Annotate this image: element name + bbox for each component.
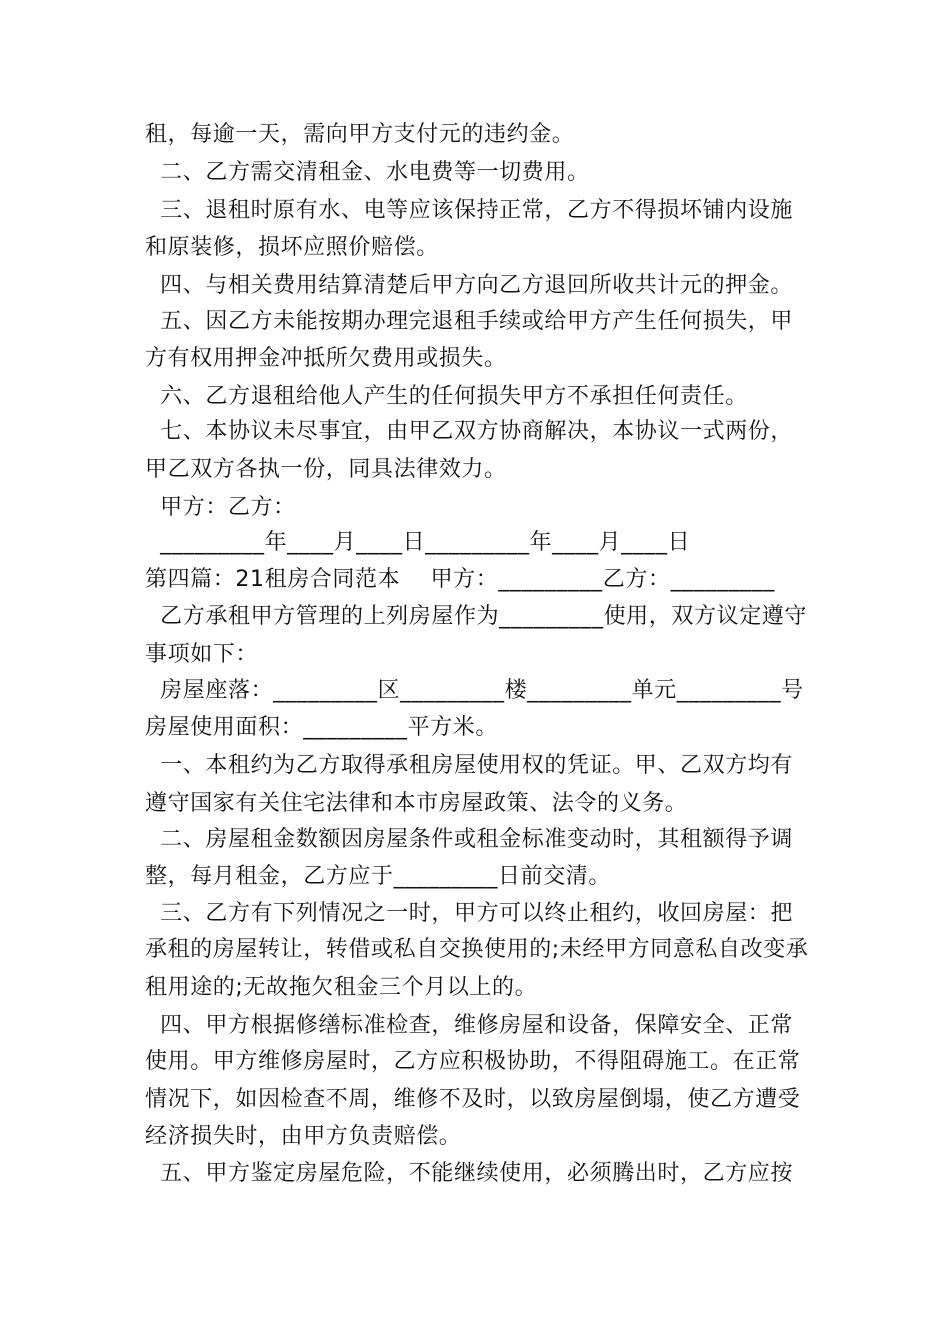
text-line: 二、乙方需交清租金、水电费等一切费用。: [145, 160, 590, 185]
text-line: 事项如下：: [145, 642, 259, 667]
text-line: 租用途的;无故拖欠租金三个月以上的。: [145, 975, 538, 1000]
text-line: 五、因乙方未能按期办理完退租手续或给甲方产生任何损失，甲: [145, 309, 793, 334]
text-line: 一、本租约为乙方取得承租房屋使用权的凭证。甲、乙双方均有: [145, 753, 793, 778]
text-line: 承租的房屋转让，转借或私自交换使用的;未经甲方同意私自改变承: [145, 937, 809, 962]
text-line: 甲方：乙方：: [145, 495, 296, 520]
text-line: 经济损失时，由甲方负责赔偿。: [145, 1124, 462, 1149]
text-line: 租，每逾一天，需向甲方支付元的违约金。: [145, 122, 575, 147]
text-line: 房屋使用面积：_________平方米。: [145, 715, 499, 740]
text-line: 五、甲方鉴定房屋危险，不能继续使用，必须腾出时，乙方应按: [145, 1161, 793, 1186]
text-line: 甲乙双方各执一份，同具法律效力。: [145, 457, 507, 482]
text-line: 遵守国家有关住宅法律和本市房屋政策、法令的义务。: [145, 791, 688, 816]
text-line: 四、甲方根据修缮标准检查，维修房屋和设备，保障安全、正常: [145, 1013, 793, 1038]
text-line: 三、退租时原有水、电等应该保持正常，乙方不得损坏铺内设施: [145, 198, 793, 223]
text-line: 二、房屋租金数额因房屋条件或租金标准变动时，其租额得予调: [145, 827, 793, 852]
text-line: 六、乙方退租给他人产生的任何损失甲方不承担任何责任。: [145, 384, 748, 409]
text-line: 四、与相关费用结算清楚后甲方向乙方退回所收共计元的押金。: [145, 273, 793, 298]
text-line: 使用。甲方维修房屋时，乙方应积极协助，不得阻碍施工。在正常: [145, 1049, 801, 1074]
text-line: _________年____月____日_________年____月____日: [145, 530, 691, 555]
text-line: 情况下，如因检查不周，维修不及时，以致房屋倒塌，使乙方遭受: [145, 1087, 801, 1112]
text-line: 七、本协议未尽事宜，由甲乙双方协商解决，本协议一式两份，: [145, 419, 793, 444]
text-line: 乙方承租甲方管理的上列房屋作为_________使用，双方议定遵守: [145, 604, 807, 629]
text-line: 整，每月租金，乙方应于_________日前交清。: [145, 864, 612, 889]
text-line: 和原装修，损坏应照价赔偿。: [145, 235, 439, 260]
text-line: 第四篇：21租房合同范本 甲方：_________乙方：_________: [145, 567, 775, 592]
text-line: 方有权用押金冲抵所欠费用或损失。: [145, 346, 507, 371]
text-line: 三、乙方有下列情况之一时，甲方可以终止租约，收回房屋：把: [145, 901, 793, 926]
text-line: 房屋座落：_________区_________楼_________单元_________号: [145, 678, 804, 703]
